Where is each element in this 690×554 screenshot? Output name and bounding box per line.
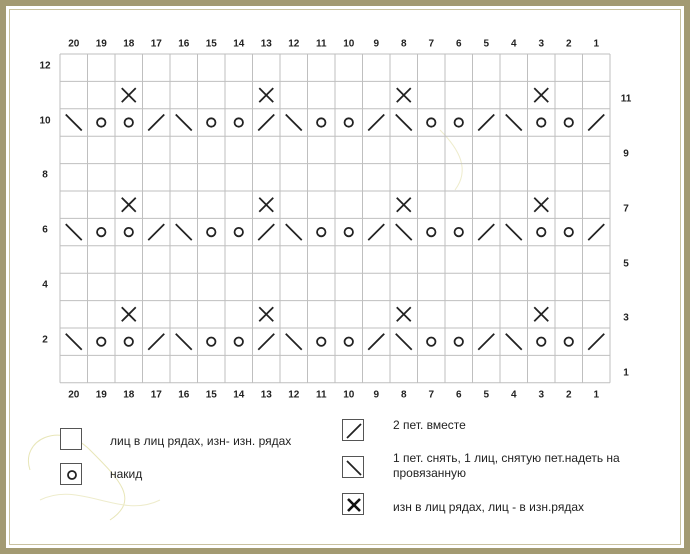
purl-symbol <box>534 198 548 212</box>
k2tog-symbol <box>148 334 164 350</box>
yarn-over-symbol <box>207 228 215 236</box>
yarn-over-symbol <box>235 228 243 236</box>
yarn-over-symbol <box>317 228 325 236</box>
column-number: 19 <box>95 38 107 50</box>
k2tog-symbol <box>148 115 164 131</box>
row-number-left: 10 <box>39 115 51 126</box>
column-number: 13 <box>260 38 272 50</box>
yarn-over-symbol <box>235 338 243 346</box>
row-number-right: 11 <box>620 93 632 105</box>
legend-yarn-over-label: накид <box>110 467 143 481</box>
purl-symbol <box>534 88 548 102</box>
purl-symbol <box>259 88 273 102</box>
yarn-over-symbol <box>345 228 353 236</box>
row-number-right: 3 <box>623 312 629 324</box>
ssk-symbol <box>286 224 302 240</box>
k2tog-symbol <box>478 115 494 131</box>
yarn-over-symbol <box>565 228 573 236</box>
yarn-over-symbol <box>565 338 573 346</box>
yarn-over-symbol <box>345 118 353 126</box>
row-number-left: 6 <box>42 224 48 236</box>
column-number: 18 <box>123 38 135 50</box>
yarn-over-symbol <box>317 118 325 126</box>
column-number: 16 <box>178 38 190 50</box>
yarn-over-symbol <box>125 118 133 126</box>
row-number-left: 8 <box>42 169 48 181</box>
legend-purl-symbol <box>342 493 364 515</box>
yarn-over-symbol <box>125 338 133 346</box>
column-number: 12 <box>288 389 300 401</box>
column-number: 3 <box>538 389 545 401</box>
column-number: 16 <box>178 389 190 401</box>
column-number: 11 <box>315 389 327 401</box>
ssk-symbol <box>396 334 412 350</box>
column-number: 8 <box>400 389 407 401</box>
yarn-over-symbol <box>565 118 573 126</box>
ssk-symbol <box>286 334 302 350</box>
purl-symbol <box>397 88 411 102</box>
yarn-over-symbol <box>235 118 243 126</box>
column-number: 2 <box>565 389 572 401</box>
yarn-over-symbol <box>427 118 435 126</box>
row-number-right: 1 <box>623 367 629 379</box>
column-number: 5 <box>483 389 490 401</box>
yarn-over-symbol <box>207 338 215 346</box>
yarn-over-symbol <box>427 338 435 346</box>
yarn-over-symbol <box>207 118 215 126</box>
row-number-left: 4 <box>42 279 48 291</box>
ssk-symbol <box>506 224 522 240</box>
row-number-left: 12 <box>39 60 51 72</box>
purl-symbol <box>259 307 273 321</box>
column-number: 1 <box>593 38 600 50</box>
purl-symbol <box>122 88 136 102</box>
ssk-symbol <box>506 115 522 131</box>
yarn-over-symbol <box>455 228 463 236</box>
k2tog-symbol <box>478 224 494 240</box>
legend-empty-label: лиц в лиц рядах, изн- изн. рядах <box>110 434 292 448</box>
column-number: 9 <box>373 389 380 401</box>
ssk-symbol <box>176 224 192 240</box>
column-number: 19 <box>95 389 107 401</box>
column-number: 4 <box>510 38 517 50</box>
column-number: 20 <box>68 38 80 50</box>
purl-symbol <box>259 198 273 212</box>
row-number-right: 5 <box>623 258 629 269</box>
ssk-symbol <box>506 334 522 350</box>
ssk-symbol <box>396 224 412 240</box>
legend-k2tog-label: 2 пет. вместе <box>393 418 466 432</box>
yarn-over-symbol <box>537 338 545 346</box>
k2tog-symbol <box>588 224 604 240</box>
column-number: 8 <box>400 38 407 50</box>
k2tog-symbol <box>368 224 384 240</box>
column-number: 17 <box>150 389 162 401</box>
purl-symbol <box>534 307 548 321</box>
purl-symbol <box>397 198 411 212</box>
k2tog-symbol <box>368 334 384 350</box>
yarn-over-symbol <box>427 228 435 236</box>
yarn-over-symbol <box>537 228 545 236</box>
k2tog-symbol <box>258 224 274 240</box>
column-number: 18 <box>123 389 135 401</box>
k2tog-symbol <box>588 334 604 350</box>
legend-empty-symbol <box>60 428 82 450</box>
yarn-over-symbol <box>97 228 105 236</box>
yarn-over-symbol <box>125 228 133 236</box>
column-number: 4 <box>510 389 517 401</box>
ssk-symbol <box>66 334 82 350</box>
yarn-over-symbol <box>97 118 105 126</box>
column-number: 12 <box>288 38 300 50</box>
purl-symbol <box>397 307 411 321</box>
yarn-over-symbol <box>317 338 325 346</box>
column-number: 15 <box>205 38 217 50</box>
yarn-over-symbol <box>537 118 545 126</box>
purl-symbol <box>122 198 136 212</box>
column-number: 10 <box>343 389 355 401</box>
column-number: 17 <box>150 38 162 50</box>
column-number: 10 <box>343 38 355 50</box>
ssk-symbol <box>176 115 192 131</box>
k2tog-symbol <box>368 115 384 131</box>
column-number: 1 <box>593 389 600 401</box>
column-number: 6 <box>455 389 462 401</box>
ssk-symbol <box>66 115 82 131</box>
row-number-right: 7 <box>623 203 629 215</box>
column-number: 11 <box>315 38 327 50</box>
column-number: 15 <box>205 389 217 401</box>
column-number: 7 <box>428 389 435 401</box>
column-number: 3 <box>538 38 545 50</box>
column-number: 2 <box>565 38 572 50</box>
yarn-over-symbol <box>455 118 463 126</box>
column-number: 14 <box>233 389 245 401</box>
yarn-over-symbol <box>455 338 463 346</box>
column-number: 20 <box>68 389 80 401</box>
k2tog-symbol <box>588 115 604 131</box>
ssk-symbol <box>66 224 82 240</box>
k2tog-symbol <box>478 334 494 350</box>
ssk-symbol <box>396 115 412 131</box>
k2tog-symbol <box>148 224 164 240</box>
legend-purl-label: изн в лиц рядах, лиц - в изн.рядах <box>393 500 584 514</box>
legend-k2tog-symbol <box>342 419 364 441</box>
column-number: 14 <box>233 38 245 50</box>
column-number: 9 <box>373 38 380 50</box>
ssk-symbol <box>176 334 192 350</box>
column-number: 6 <box>455 38 462 50</box>
yarn-over-symbol <box>97 338 105 346</box>
legend-ssk-symbol <box>342 456 364 478</box>
column-number: 13 <box>260 389 272 401</box>
k2tog-symbol <box>258 334 274 350</box>
legend-ssk-label: 1 пет. снять, 1 лиц, снятую пет.надеть на провязанную <box>393 451 620 480</box>
row-number-left: 2 <box>42 334 48 346</box>
legend-yarn-over-symbol <box>60 463 82 485</box>
purl-symbol <box>122 307 136 321</box>
row-number-right: 9 <box>623 148 629 160</box>
column-number: 7 <box>428 38 435 50</box>
ssk-symbol <box>286 115 302 131</box>
yarn-over-symbol <box>345 338 353 346</box>
k2tog-symbol <box>258 115 274 131</box>
column-number: 5 <box>483 38 490 50</box>
